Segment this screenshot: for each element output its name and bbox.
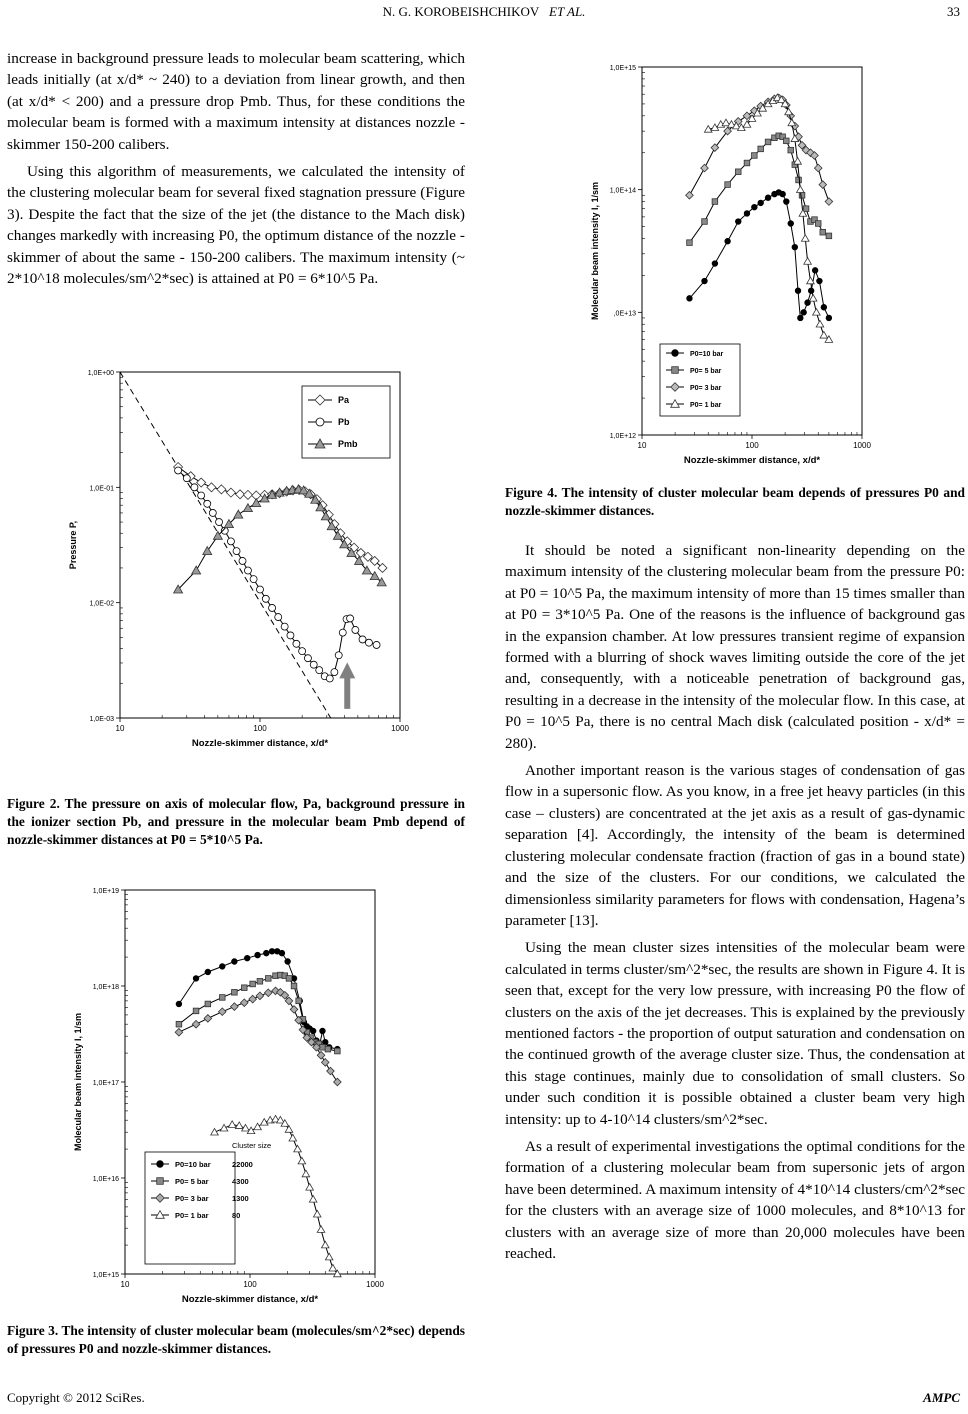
data-point xyxy=(285,959,291,965)
legend-extra-title: Cluster size xyxy=(232,1141,272,1150)
data-point xyxy=(310,661,317,668)
paragraph: Using the mean cluster sizes intensities of the molecular beam were calculated in terms cluster/sm^2*sec, the results are shown in Figure 4. It is seen that, except for the very low pressure, with increasing P0 the flow of clusters on the axis of the jet decreases. This is explained by the previously mentioned factors - the proportion of output saturation and condensation on the continued growth of the average cluster size. Thus, the condensation at this stage continues, mainly due to consolidation of small clusters. So under such condition it is possible obtained a cluster beam very high intensity: up to 4-10^14 clusters/sm^2*sec. xyxy=(505,939,965,1128)
data-point xyxy=(335,1048,341,1054)
data-point xyxy=(296,998,302,1004)
data-point xyxy=(232,989,238,995)
data-point xyxy=(826,315,832,321)
left-column-text xyxy=(7,48,465,295)
data-point xyxy=(702,219,708,225)
data-point xyxy=(335,652,342,659)
data-point xyxy=(352,626,359,633)
data-point xyxy=(219,964,225,970)
y-tick-label: 1,0E+16 xyxy=(92,1176,119,1183)
data-point xyxy=(796,177,802,183)
data-point xyxy=(788,147,794,153)
data-point xyxy=(744,211,750,217)
data-point xyxy=(176,1021,182,1027)
data-point xyxy=(758,200,764,206)
data-point xyxy=(765,139,771,145)
data-point xyxy=(310,1028,316,1034)
data-point xyxy=(812,268,818,274)
data-point xyxy=(817,278,823,284)
paragraph: As a result of experimental investigations the optimal conditions for the formation of a clustering molecular beam from supersonic jets of argon have been determined. A maximum intensity of 4*10^14 clusters/cm^2*sec for the clusters with an average size of 1000 molecules, and 8*10^13 for clusters with an average size of more than 20,000 molecules have been reached. xyxy=(505,1137,965,1262)
x-tick-label: 1000 xyxy=(366,1280,384,1289)
data-point xyxy=(752,204,758,210)
data-point xyxy=(262,595,269,602)
paragraph: Another important reason is the various stages of condensation of gas flow in a supersonic flow. As you know, in a free jet heavy particles (in this case – clusters) are concentrated at the jet axis as a result of gas-dynamic separation [4]. Accordingly, the intensity of the beam is determined clustering molecular condensate fraction (fraction of gas in a bound state) and the size of the clusters. For our conditions, we calculated the dimensionless similarity parameters for flows with condensation, Hagena’s parameter [13]. xyxy=(505,762,965,929)
y-tick-label: ,0E+13 xyxy=(613,310,636,318)
x-tick-label: 1000 xyxy=(391,724,409,733)
data-point xyxy=(216,519,223,526)
cluster-size-label: 1300 xyxy=(232,1194,249,1203)
data-point xyxy=(783,138,789,144)
y-axis-label: Molecular beam intensity I, 1/sm xyxy=(590,181,600,321)
data-point xyxy=(325,1046,331,1052)
data-point xyxy=(232,959,238,965)
data-point xyxy=(255,952,261,958)
data-point xyxy=(257,978,263,984)
y-tick-label: 1,0E+18 xyxy=(92,984,119,991)
running-header xyxy=(0,4,968,20)
figure-4 xyxy=(560,50,920,470)
data-point xyxy=(233,548,240,555)
data-point xyxy=(783,199,789,205)
cluster-size-label: 4300 xyxy=(232,1177,249,1186)
x-axis-label: Nozzle-skimmer distance, x/d* xyxy=(191,738,329,749)
data-point xyxy=(250,576,257,583)
y-tick-label: 1,0E+12 xyxy=(609,433,636,440)
data-point xyxy=(803,206,809,212)
x-tick-label: 100 xyxy=(243,1280,257,1289)
data-point xyxy=(269,604,276,611)
cluster-size-label: 80 xyxy=(232,1211,241,1220)
y-tick-label: 1,0E+15 xyxy=(92,1272,119,1279)
legend-marker xyxy=(672,350,679,357)
data-point xyxy=(712,199,718,205)
x-axis-label: Nozzle-skimmer distance, x/d* xyxy=(181,1294,319,1305)
x-tick-label: 10 xyxy=(115,724,125,733)
data-point xyxy=(193,1008,199,1014)
figure-3 xyxy=(30,882,450,1322)
y-tick-label: 1,0E-03 xyxy=(89,716,114,723)
y-tick-label: 1,0E+15 xyxy=(609,65,636,72)
data-point xyxy=(263,950,269,956)
data-point xyxy=(250,981,256,987)
data-point xyxy=(191,484,198,491)
y-tick-label: 1,0E-02 xyxy=(89,600,114,608)
x-tick-label: 1000 xyxy=(853,441,871,450)
y-tick-label: 1,0E-01 xyxy=(89,485,114,493)
legend-marker xyxy=(316,418,324,426)
page-number: 33 xyxy=(947,4,960,19)
data-point xyxy=(269,948,275,954)
legend-marker xyxy=(672,367,679,374)
data-point xyxy=(795,288,801,294)
data-point xyxy=(365,639,372,646)
data-point xyxy=(227,538,234,545)
data-point xyxy=(176,1001,182,1007)
data-point xyxy=(788,221,794,227)
header-author: N. G. KOROBEISHCHIKOV xyxy=(382,4,540,19)
data-point xyxy=(826,233,832,239)
figure-2-caption: Figure 2. The pressure on axis of molecular flow, Pa, background pressure in the ionizer section Pb, and pressure in the molecular beam Pmb depend of nozzle-skimmer distances at P0 = 5*10^5 Pa. xyxy=(7,796,465,847)
legend-marker xyxy=(157,1178,164,1185)
data-point xyxy=(205,1001,211,1007)
data-point xyxy=(744,160,750,166)
right-column-text xyxy=(505,540,965,1270)
data-point xyxy=(175,467,182,474)
data-point xyxy=(193,976,199,982)
legend-label: Pa xyxy=(338,395,350,405)
data-point xyxy=(204,500,211,507)
data-point xyxy=(281,623,288,630)
data-point xyxy=(735,169,741,175)
data-point xyxy=(244,955,250,961)
data-point xyxy=(205,969,211,975)
data-point xyxy=(209,509,216,516)
data-point xyxy=(331,669,338,676)
paragraph: increase in background pressure leads to molecular beam scattering, which leads initially (at x/d* ~ 240) to a deviation from linear growth, and then (at x/d* < 200) and a pressure drop Pmb. Thus, for these conditions the molecular beam is formed with a maximum intensity at distances nozzle - skimmer 150-200 calibers. xyxy=(7,50,465,153)
paragraph: Using this algorithm of measurements, we calculated the intensity of the clustering molecular beam for several fixed stagnation pressure (Figure 3). Despite the fact that the size of the jet (the distance to the Mach disk) changes markedly with increasing P0, the optimum distance of the nozzle - skimmer of about the same - 150-200 calibers. The maximum intensity (~ 2*10^18 molecules/sm^2*sec) is attained at P0 = 6*10^5 Pa. xyxy=(7,163,465,288)
data-point xyxy=(239,557,246,564)
figure-3-chart xyxy=(30,882,450,1322)
legend-label: P0= 1 bar xyxy=(690,402,722,409)
paragraph: It should be noted a significant non-linearity depending on the maximum intensity of the clustering molecular beam from the pressure P0: at P0 = 10^5 Pa, the maximum intensity of more than 15 times smaller than at P0 = 3*10^5 Pa. One of the reasons is the influence of background gas in the expansion chamber. At low pressures transient regime of expansion formed with a blurring of shock waves limiting outside the core of the jet and, consequently, with a noticeable penetration of background gas, resulting in a decrease in the intensity of the molecular flow. In this case, at P0 = 10^5 Pa, there is no central Mach disk (calculated position - x/d* = 280). xyxy=(505,542,965,752)
legend-marker xyxy=(157,1161,164,1168)
y-tick-label: 1,0E+17 xyxy=(92,1080,119,1087)
data-point xyxy=(821,304,827,310)
figure-4-caption: Figure 4. The intensity of cluster molecular beam depends of pressures P0 and nozzle-skimmer distances. xyxy=(505,485,965,518)
data-point xyxy=(320,1028,326,1034)
data-point xyxy=(687,240,693,246)
data-point xyxy=(347,615,354,622)
legend-label: P0= 5 bar xyxy=(690,368,722,375)
legend-label: P0= 5 bar xyxy=(175,1177,209,1186)
data-point xyxy=(198,492,205,499)
data-point xyxy=(291,983,297,989)
x-tick-label: 10 xyxy=(637,441,647,450)
legend-label: P0= 3 bar xyxy=(175,1194,209,1203)
data-point xyxy=(815,221,821,227)
y-tick-label: 1,0E+19 xyxy=(92,888,119,895)
data-point xyxy=(257,586,264,593)
figure-2-chart xyxy=(30,360,450,780)
arrow-shaft xyxy=(344,676,350,708)
x-axis-label: Nozzle-skimmer distance, x/d* xyxy=(683,455,821,466)
legend-label: Pmb xyxy=(338,439,358,449)
x-tick-label: 100 xyxy=(745,441,759,450)
footer-journal xyxy=(890,1390,960,1406)
x-tick-label: 100 xyxy=(253,724,267,733)
legend-label: Pb xyxy=(338,417,350,427)
data-point xyxy=(799,192,805,198)
legend-label: P0=10 bar xyxy=(690,351,724,358)
data-point xyxy=(265,976,271,982)
data-point xyxy=(798,315,804,321)
data-point xyxy=(183,475,190,482)
data-point xyxy=(808,288,814,294)
data-point xyxy=(304,655,311,662)
data-point xyxy=(725,182,731,188)
data-point xyxy=(339,629,346,636)
cluster-size-label: 22000 xyxy=(232,1160,253,1169)
journal-name: AMPC xyxy=(923,1390,960,1405)
x-tick-label: 10 xyxy=(120,1280,130,1289)
data-point xyxy=(275,614,282,621)
data-point xyxy=(780,191,786,197)
footer-copyright: Copyright © 2012 SciRes. xyxy=(7,1390,145,1405)
data-point xyxy=(359,636,366,643)
data-point xyxy=(765,195,771,201)
data-point xyxy=(801,310,807,316)
figure-2 xyxy=(30,360,450,780)
data-point xyxy=(792,244,798,250)
data-point xyxy=(373,641,380,648)
data-point xyxy=(286,976,292,982)
legend-label: P0= 1 bar xyxy=(175,1211,209,1220)
y-tick-label: 1,0E+00 xyxy=(87,370,114,377)
data-point xyxy=(702,278,708,284)
header-et-al: ET AL. xyxy=(549,4,586,19)
y-axis-label: Pressure P, xyxy=(68,520,78,570)
y-tick-label: 1,0E+14 xyxy=(609,187,636,195)
data-point xyxy=(241,985,247,991)
data-point xyxy=(725,238,731,244)
legend-label: P0=10 bar xyxy=(175,1160,211,1169)
data-point xyxy=(299,648,306,655)
data-point xyxy=(687,296,693,302)
data-point xyxy=(735,219,741,225)
data-point xyxy=(244,567,251,574)
figure-4-chart xyxy=(560,50,920,470)
data-point xyxy=(820,229,826,235)
y-axis-label: Molecular beam intensity I, 1/sm xyxy=(73,1012,83,1152)
data-point xyxy=(326,675,333,682)
data-point xyxy=(712,261,718,267)
data-point xyxy=(279,950,285,956)
data-point xyxy=(758,146,764,152)
legend-label: P0= 3 bar xyxy=(690,385,722,392)
data-point xyxy=(219,995,225,1001)
data-point xyxy=(316,667,323,674)
figure-3-caption: Figure 3. The intensity of cluster molecular beam (molecules/sm^2*sec) depends of pressures P0 and nozzle-skimmer distances. xyxy=(7,1323,465,1356)
data-point xyxy=(752,153,758,159)
data-point xyxy=(293,640,300,647)
data-point xyxy=(287,632,294,639)
